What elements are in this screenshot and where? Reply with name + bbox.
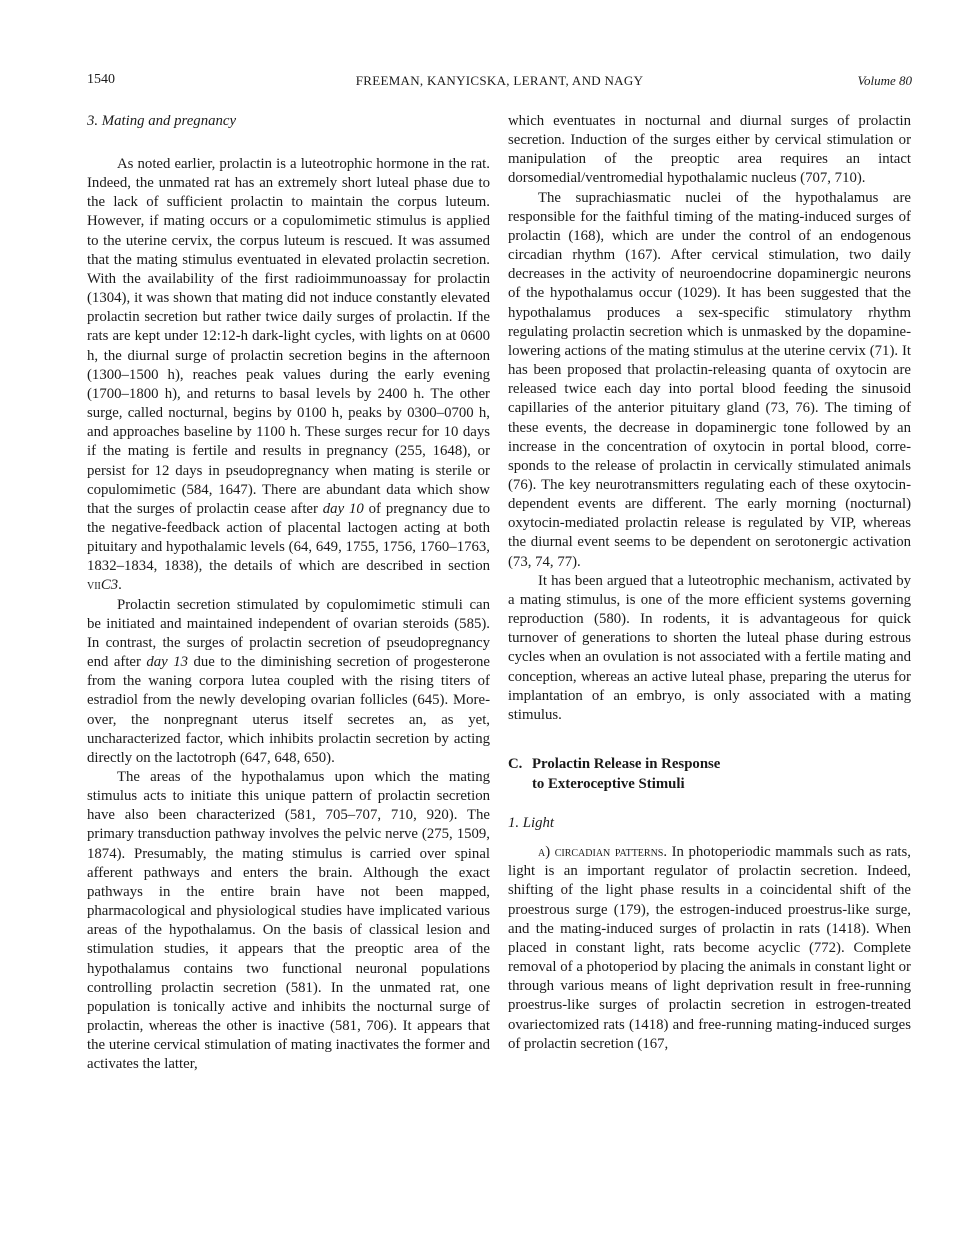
emphasis-text: day 13 — [146, 654, 188, 671]
paragraph-text: As noted earlier, prolactin is a luteotrophic hormone in the rat. Indeed, the unmated rat has an extremely short luteal phase due to the lack of sufficient prolactin to maintain the corpus luteum. However, if mating occurs or a copulomimetic stimulus is applied to the uterine cervix, the corpus luteum is rescued. It was assumed that the mating stimulus eventuated in elevated prolactin secretion. With the availability of the first radioimmunoassay for prolactin (1304), it was shown that mating did not induce constantly elevated prolactin secretion but rather twice daily surges of prolactin. If the rats are kept under 12:12-h dark-light cycles, with lights on at 0600 h, the diurnal surge of prolactin secretion begins in the afternoon (1300–1500 h), reaches peak values during the early evening (1700–1800 h), and returns to basal levels by 2400 h. The other surge, called nocturnal, begins by 0100 h, peaks by 0300–0700 h, and approaches baseline by 1100 h. These surges recur for 10 days if the mating is fertile and results in pregnancy (255, 1648), or persist for 12 days in pseudopregnancy when mating is sterile or copulomimetic (584, 1647). There are abundant data which show that the surges of prolactin cease after — [87, 156, 490, 517]
paragraph — [87, 155, 490, 596]
heading-letter: C. — [508, 756, 523, 772]
section-title-mating-pregnancy: 3. Mating and pregnancy — [87, 113, 237, 129]
subsection-title-light: 1. Light — [508, 815, 555, 831]
heading-line-1: Prolactin Release in Response — [532, 756, 721, 772]
paragraph — [87, 596, 490, 768]
paragraph: The suprachiasmatic nuclei of the hypothalamus are responsible for the faithful timing of the mating-induced surges of prolactin (168), which are under the control of an endogenous circadian rhythm (167). After cervical stimulation, two daily decreases in the activity of neuroendocrine dopaminergic neurons of the hypothalamus occur (1029). It has been suggested that the hypothalamus produces a sex-specific stimulatory rhythm regulating prolactin secretion which is unmasked by the dopamine-lowering actions of the mating stimulus at the uterine cervix (71). It has been proposed that prolactin-releasing quanta of oxytocin are released twice each day into portal blood feeding the sinusoid capillaries of the anterior pituitary gland (73, 76). The timing of these events, the decrease in dopaminergic tone followed by an increase in the concentration of oxytocin in portal blood, corresponds to the release of prolactin in cervically stimulated animals (76). The key neurotransmitters regulating each of these oxytocin-dependent events are different. The early morning (nocturnal) oxytocin-mediated prolactin release is regulated by VIP, whereas the diurnal event seems to be dependent on serotonergic activation (73, 74, 77). — [508, 189, 911, 570]
emphasis-text: day 10 — [322, 500, 364, 517]
section-heading-c — [508, 755, 911, 794]
heading-line-2: to Exteroceptive Stimuli — [532, 775, 685, 792]
paragraph: It has been argued that a luteotrophic mechanism, activated by a mating stimulus, is one of the more efficient systems governing reproduction (580). In rodents, it is advantageous for quick turnover of generations to shorten the luteal phase during estrous cycles when an ovulation is not associated with a fertile mating and conception, whereas an active luteal phase, preparing the uterus for implantation of an embryo, is only associated with a mating stimulus. — [508, 572, 911, 723]
paragraph: The areas of the hypothalamus upon which the mating stimulus acts to initiate this unique pattern of prolactin secretion have also been characterized (581, 705–707, 710, 920). The primary transduction pathway involves the pelvic nerve (275, 1509, 1874). Presumably, the mating stimulus is carried over spinal afferent pathways and enters the brain. Although the exact pathways in the entire brain have not been mapped, pharmacological and physiological studies have implicated various areas of the hypothalamus. On the basis of classical lesion and stimulation studies, it appears that the preoptic area of the hypothalamus contains two functional neuronal populations controlling prolactin secretion (581). In the unmated rat, one population is tonically active and inhibits the nocturnal surge of prolactin, whereas the other is inactive (581, 706). It appears that the uterine cervical stimulation of mating inactivates the former and activates the latter, — [87, 769, 490, 1073]
paragraph-text: due to the diminishing secretion of progesterone from the waning corpora lutea coupled with the rising titers of estradiol from the newly developing ovarian follicles (645). Moreover, the nonpregnant uterus itself secretes an, as yet, uncharacterized factor, which inhibits prolactin secretion by acting directly on the lactotroph (647, 648, 650). — [87, 654, 490, 766]
section-ref-label: C3 — [100, 577, 119, 594]
section-ref-numeral: vii — [87, 577, 101, 594]
paragraph-text: . — [118, 577, 122, 594]
left-column — [87, 112, 490, 1075]
run-in-heading: a) circadian patterns. — [538, 844, 668, 861]
running-header — [87, 72, 912, 94]
page-number: 1540 — [87, 72, 115, 87]
right-column — [508, 112, 911, 1054]
paragraph-text: Prolactin secretion stimulated by copulomimetic stimuli can be initiated and maintained independent of ovarian steroids (585). In contrast, the surges of prolactin secretion of pseudopregnancy end after — [87, 596, 490, 671]
paragraph-text: of pregnancy due to the negative-feedback action of placental lactogen acting at both pituitary and hypothalamic levels (64, 649, 1755, 1756, 1760–1763, 1832–1834, 1838), the details of which are described in section — [87, 500, 490, 575]
paragraph-continued: which eventuates in nocturnal and diurnal surges of prolactin secretion. Induction of the surges either by cervical stimulation or manipulation of the preoptic area requires an intact dorsomedial/ventromedial hypothalamic nucleus (707, 710). — [508, 113, 911, 187]
running-head-authors: FREEMAN, KANYICSKA, LERANT, AND NAGY — [355, 73, 644, 88]
paragraph-text: In photoperiodic mammals such as rats, light is an important regulator of prolactin secretion. Indeed, shifting of the light phase results in a coincidental shift of the proestrous surge (179), the estrogen-induced proestrus-like surge, and the mating-induced surges of prolactin in rats (1418). When placed in constant light, rats become acyclic (772). Complete removal of a photoperiod by placing the animals in constant light or through various means of light deprivation result in free-running proestrus-like surges of prolactin secretion in estrogen-treated ovariectomized rats (1418) and free-running mating-induced surges of prolactin secretion (167, — [508, 844, 911, 1052]
volume-label: Volume 80 — [857, 73, 912, 88]
paragraph — [508, 843, 911, 1054]
